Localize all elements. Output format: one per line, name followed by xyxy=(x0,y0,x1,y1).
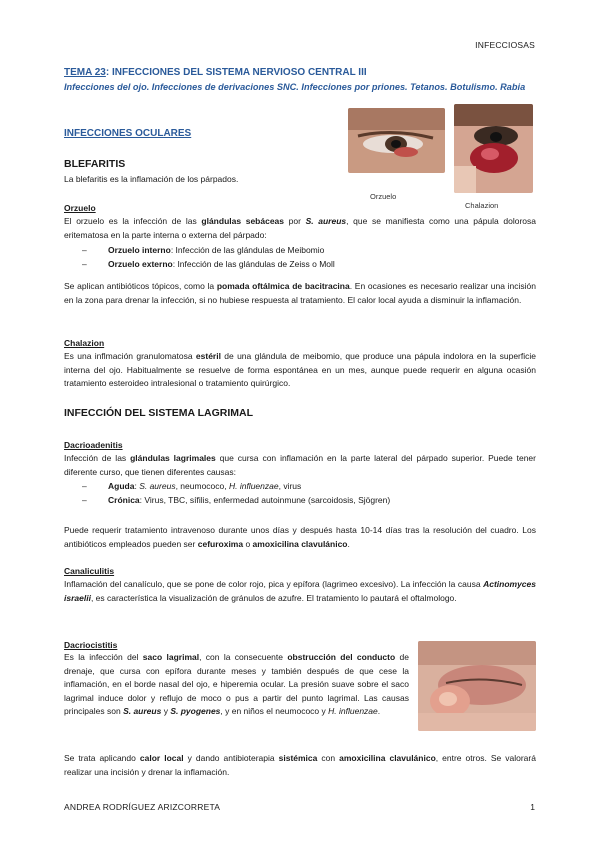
emphasis: glándulas lagrimales xyxy=(130,453,216,463)
text: Puede requerir tratamiento intravenoso durante unos días y después hasta 10-14 días tras la resolución del cuadro. Los antibióticos empleados pueden ser xyxy=(64,525,536,549)
text: , es característica la visualización de gránulos de azufre. El tratamiento lo pautará el oftalmologo. xyxy=(90,592,457,603)
text: por xyxy=(284,216,306,226)
text: Es la infección del xyxy=(64,652,143,662)
text: , neumococo, xyxy=(175,481,229,491)
emphasis: calor local xyxy=(139,753,184,763)
dacriocistitis-image xyxy=(418,641,536,731)
dacriocistitis-heading: Dacriocistitis xyxy=(64,640,118,650)
text: Inflamación del canalículo, que se pone de color rojo, pica y epífora (lagrimeo excesivo). La infección la causa xyxy=(64,579,484,589)
chalazion-paragraph xyxy=(64,350,536,391)
canaliculitis-heading: Canaliculitis xyxy=(64,566,115,576)
organism: Actinomyces israelii xyxy=(64,579,536,603)
emphasis: estéril xyxy=(195,351,221,361)
organism: S. aureus xyxy=(123,706,162,716)
dacriocistitis-paragraph xyxy=(64,651,409,719)
dacrioadenitis-paragraph xyxy=(64,452,536,479)
term: Crónica xyxy=(108,495,140,505)
text: Se trata aplicando xyxy=(64,753,140,763)
footer-author: ANDREA RODRÍGUEZ ARIZCORRETA xyxy=(64,802,221,812)
term: Orzuelo externo xyxy=(108,259,173,269)
text: : xyxy=(134,481,140,491)
emphasis: obstrucción del conducto xyxy=(287,652,396,662)
chalazion-heading: Chalazion xyxy=(64,338,105,348)
orzuelo-treatment xyxy=(64,280,536,307)
list-item-aguda: – Aguda: S. aureus, neumococo, H. influenzae, virus xyxy=(82,481,302,491)
emphasis: amoxicilina clavulánico xyxy=(339,753,436,763)
chalazion-caption: Chalazion xyxy=(465,201,499,210)
term: Aguda xyxy=(108,481,135,491)
title-main: : INFECCIONES DEL SISTEMA NERVIOSO CENTRAL III xyxy=(105,67,367,78)
text: : Virus, TBC, sífilis, enfermedad autoinmune (sarcoidosis, Sjögren) xyxy=(139,495,391,505)
text: Infección de las xyxy=(64,453,131,463)
canaliculitis-paragraph xyxy=(64,578,536,605)
text: Se aplican antibióticos tópicos, como la xyxy=(64,281,217,291)
emphasis: sistémica xyxy=(278,753,318,763)
section-heading-ocular: INFECCIONES OCULARES xyxy=(64,128,192,139)
document-title xyxy=(64,67,367,78)
text: , que se manifiesta como una pápula dolorosa eritematosa en la parte interna o externa del párpado: xyxy=(64,216,537,240)
text: con xyxy=(317,753,340,763)
chalazion-image xyxy=(454,104,533,193)
blefaritis-heading: BLEFARITIS xyxy=(64,158,126,170)
organism: H. influenzae xyxy=(328,706,378,716)
organism: S. pyogenes xyxy=(170,706,221,716)
orzuelo-paragraph xyxy=(64,215,536,242)
text: de drenaje, que cursa con epífora durante meses y también después de que cese la inflamación, en el borde nasal del ojo, e hiperemia ocular. La presión suave sobre el saco lagrimal induce dolor y reflujo de moco o pus a partir del punto lagrimal. Las causas principales son xyxy=(64,652,409,716)
text: , y en niños el neumococo y xyxy=(220,706,329,716)
document-subtitle: Infecciones del ojo. Infecciones de derivaciones SNC. Infecciones por priones. Tetanos. Botulismo. Rabia xyxy=(64,82,526,92)
text: de una glándula de meibomio, que produce una pápula indolora en la superficie interna del ojo. Habitualmente se resuelve de forma espontánea en un mes, aunque puede requerir en alguna ocasión tratamiento esteroideo intralesional o tratamiento quirúrgico. xyxy=(64,351,536,388)
term: Orzuelo interno xyxy=(108,245,171,255)
text: y xyxy=(161,706,171,716)
text: o xyxy=(243,538,253,549)
text: El orzuelo es la infección de las xyxy=(64,216,202,226)
dacriocistitis-photo xyxy=(418,641,536,731)
text: : Infección de las glándulas de Zeiss o Moll xyxy=(172,259,335,269)
text: . xyxy=(347,538,350,549)
text: , virus xyxy=(278,481,302,491)
page-number: 1 xyxy=(530,802,535,812)
organism: H. influenzae xyxy=(228,481,279,491)
orzuelo-image xyxy=(348,108,445,173)
dacrioadenitis-treatment xyxy=(64,524,536,551)
emphasis: amoxicilina clavulánico xyxy=(252,538,348,549)
orzuelo-heading: Orzuelo xyxy=(64,203,96,213)
blefaritis-text: La blefaritis es la inflamación de los párpados. xyxy=(64,174,239,184)
orzuelo-photo xyxy=(348,108,445,173)
lagrimal-heading: INFECCIÓN DEL SISTEMA LAGRIMAL xyxy=(64,407,253,419)
text: que cursa con inflamación en la parte lateral del párpado superior. Puede tener diferente curso, que tienen diferentes causas: xyxy=(64,453,536,477)
dacriocistitis-treatment xyxy=(64,752,536,779)
emphasis: pomada oftálmica de bacitracina xyxy=(216,281,350,291)
text: Es una inflmación granulomatosa xyxy=(64,351,196,361)
header-course: INFECCIOSAS xyxy=(475,40,535,50)
tema-label: TEMA 23 xyxy=(64,67,106,78)
text: y dando antibioterapia xyxy=(183,753,279,763)
emphasis: cefuroxima xyxy=(197,538,244,549)
text: . En ocasiones es necesario realizar una incisión en la zona para drenar la infección, si no hubiese respuesta al tratamiento. El calor local ayuda a disminuir la inflamación. xyxy=(64,281,536,305)
orzuelo-caption: Orzuelo xyxy=(370,192,397,201)
list-item-cronica: – Crónica: Virus, TBC, sífilis, enfermedad autoinmune (sarcoidosis, Sjögren) xyxy=(82,495,391,505)
list-item: – Orzuelo interno: Infección de las glándulas de Meibomio xyxy=(82,245,325,255)
organism: S. aureus xyxy=(139,481,176,491)
organism: S. aureus xyxy=(305,216,347,226)
emphasis: saco lagrimal xyxy=(142,652,200,662)
dacrioadenitis-heading: Dacrioadenitis xyxy=(64,440,123,450)
text: : Infección de las glándulas de Meibomio xyxy=(170,245,325,255)
list-item: – Orzuelo externo: Infección de las glándulas de Zeiss o Moll xyxy=(82,259,335,269)
chalazion-photo xyxy=(454,104,533,193)
text: . xyxy=(377,706,381,716)
text: , con la consecuente xyxy=(199,652,288,662)
text: , entre otros. Se valorará realizar una incisión y drenar la inflamación. xyxy=(64,753,536,777)
emphasis: glándulas sebáceas xyxy=(201,216,285,226)
